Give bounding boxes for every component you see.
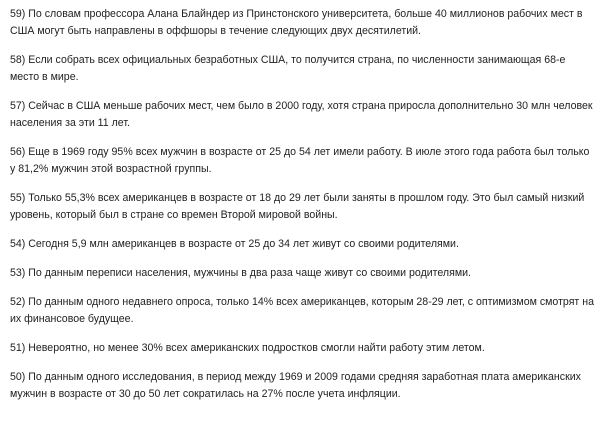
fact-55: 55) Только 55,3% всех американцев в возрасте от 18 до 29 лет были заняты в прошлом году. Это был самый низкий уровень, который был в стране со времен Второй мировой войны. <box>10 192 585 221</box>
fact-50: 50) По данным одного исследования, в период между 1969 и 2009 годами средняя заработная плата американских мужчин в возрасте от 30 до 50 лет сократилась на 27% после учета инфляции. <box>10 371 581 400</box>
fact-59: 59) По словам профессора Алана Блайндер из Принстонского университета, больше 40 миллионов рабочих мест в США могут быть направлены в оффшоры в течение следующих двух десятилетий. <box>10 8 583 37</box>
fact-51: 51) Невероятно, но менее 30% всех американских подростков смогли найти работу этим летом. <box>10 342 485 354</box>
fact-52: 52) По данным одного недавнего опроса, только 14% всех американцев, которым 28-29 лет, с оптимизмом смотрят на их финансовое будущее. <box>10 296 594 325</box>
fact-58: 58) Если собрать всех официальных безработных США, то получится страна, по численности занимающая 68-е место в мире. <box>10 54 566 83</box>
facts-list <box>10 6 595 403</box>
fact-56: 56) Еще в 1969 году 95% всех мужчин в возрасте от 25 до 54 лет имели работу. В июле этого года работа был только у 81,2% мужчин этой возрастной группы. <box>10 146 590 175</box>
fact-53: 53) По данным переписи населения, мужчины в два раза чаще живут со своими родителями. <box>10 267 471 279</box>
fact-57: 57) Сейчас в США меньше рабочих мест, чем было в 2000 году, хотя страна приросла дополнительно 30 млн человек населения за эти 11 лет. <box>10 100 593 129</box>
fact-54: 54) Сегодня 5,9 млн американцев в возрасте от 25 до 34 лет живут со своими родителями. <box>10 238 459 250</box>
